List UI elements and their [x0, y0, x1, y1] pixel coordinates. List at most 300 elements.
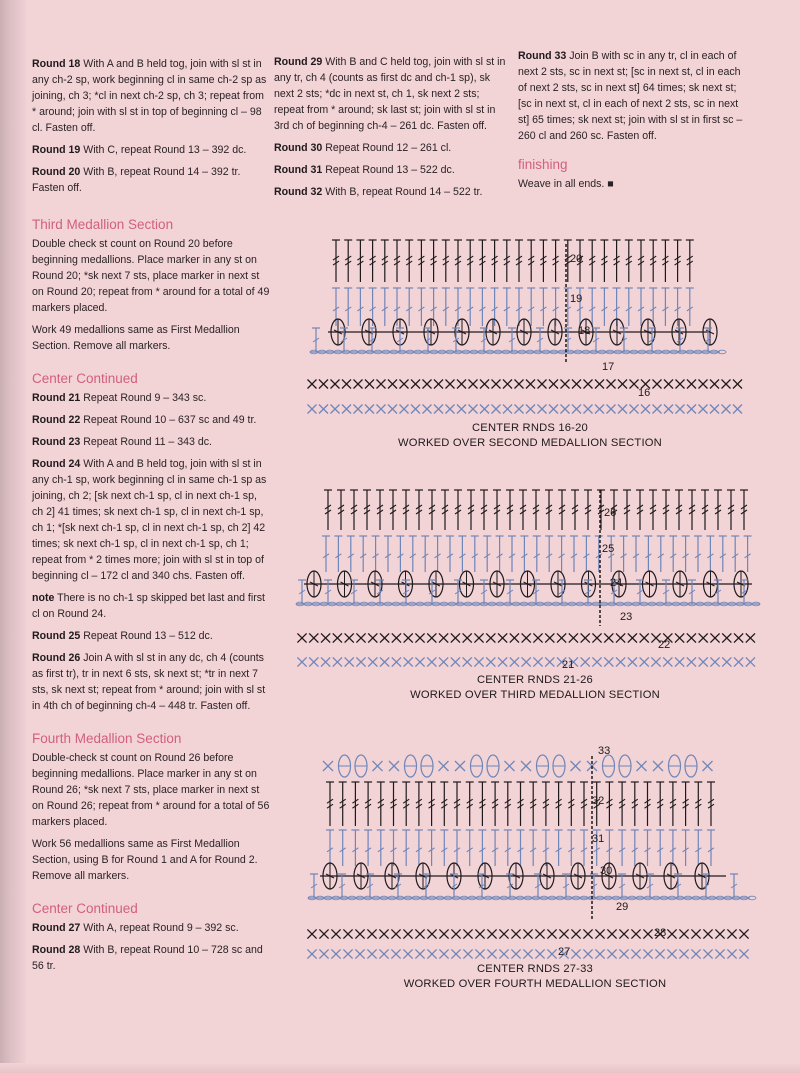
- sc-stitch-symbol: [307, 949, 316, 958]
- sc-stitch-symbol: [309, 633, 318, 642]
- round-number-label: 28: [654, 927, 667, 939]
- sc-stitch-symbol: [643, 949, 652, 958]
- chart-caption: [310, 421, 750, 451]
- sc-stitch-symbol: [571, 761, 581, 771]
- sc-stitch-symbol: [676, 405, 685, 414]
- sc-stitch-symbol: [343, 929, 352, 938]
- round-number-label: 23: [620, 611, 633, 623]
- sc-stitch-symbol: [547, 949, 556, 958]
- sc-stitch-symbol: [522, 633, 531, 642]
- center-continued-heading: Center Continued: [32, 901, 138, 916]
- sc-stitch-symbol: [498, 633, 507, 642]
- sc-stitch-symbol: [427, 633, 436, 642]
- sc-stitch-symbol: [356, 657, 365, 666]
- sc-stitch-symbol: [297, 633, 306, 642]
- sc-stitch-symbol: [569, 633, 578, 642]
- sc-stitch-symbol: [667, 929, 676, 938]
- sc-stitch-symbol: [463, 949, 472, 958]
- sc-stitch-symbol: [595, 405, 604, 414]
- sc-stitch-symbol: [404, 657, 413, 666]
- sc-stitch-symbol: [628, 633, 637, 642]
- round-label: Round 30: [274, 142, 323, 154]
- round-number-label: 26: [604, 507, 617, 519]
- sc-stitch-symbol: [511, 949, 520, 958]
- sc-stitch-symbol: [710, 657, 719, 666]
- sc-stitch-symbol: [630, 405, 639, 414]
- sc-stitch-symbol: [457, 405, 466, 414]
- sc-stitch-symbol: [522, 657, 531, 666]
- round-number-label: 31: [592, 833, 605, 845]
- sc-stitch-symbol: [604, 633, 613, 642]
- round-30: [274, 140, 506, 156]
- sc-stitch-symbol: [331, 929, 340, 938]
- sc-stitch-symbol: [640, 657, 649, 666]
- sc-stitch-symbol: [691, 949, 700, 958]
- chart-caption: [305, 673, 765, 703]
- round-text: Repeat Round 11 – 343 dc.: [80, 436, 212, 448]
- round-label: Round 32: [274, 186, 323, 198]
- stitch-chart-rnds-21-26: [290, 486, 770, 674]
- third-medallion-paragraph: Double check st count on Round 20 before beginning medallions. Place marker in any st on Round 20; *sk next 7 sts, place marker in next st on Round 20; repeat from * around for a total of 49 markers placed.: [32, 238, 270, 314]
- round-label: Round 33: [518, 50, 567, 62]
- sc-stitch-symbol: [581, 657, 590, 666]
- sc-stitch-symbol: [533, 633, 542, 642]
- round-label: Round 29: [274, 56, 323, 68]
- sc-stitch-symbol: [498, 657, 507, 666]
- round-18: [32, 56, 270, 136]
- sc-stitch-symbol: [333, 657, 342, 666]
- sc-stitch-symbol: [439, 761, 449, 771]
- sc-stitch-symbol: [746, 633, 755, 642]
- sc-stitch-symbol: [388, 405, 397, 414]
- sc-stitch-symbol: [480, 380, 489, 389]
- sc-stitch-symbol: [545, 633, 554, 642]
- sc-stitch-symbol: [727, 949, 736, 958]
- sc-stitch-symbol: [427, 929, 436, 938]
- sc-stitch-symbol: [523, 949, 532, 958]
- sc-stitch-symbol: [703, 929, 712, 938]
- sc-stitch-symbol: [510, 657, 519, 666]
- sc-stitch-symbol: [439, 657, 448, 666]
- sc-stitch-symbol: [510, 633, 519, 642]
- round-32: [274, 184, 506, 200]
- sc-stitch-symbol: [319, 929, 328, 938]
- sc-stitch-symbol: [345, 657, 354, 666]
- page-bottom-edge: [0, 1063, 800, 1073]
- note: [32, 590, 270, 622]
- sc-stitch-symbol: [368, 657, 377, 666]
- sc-stitch-symbol: [535, 949, 544, 958]
- sc-stitch-symbol: [526, 405, 535, 414]
- sc-stitch-symbol: [663, 657, 672, 666]
- sc-stitch-symbol: [703, 761, 713, 771]
- stitch-chart-rnds-27-33: [300, 740, 770, 962]
- sc-stitch-symbol: [499, 949, 508, 958]
- sc-stitch-symbol: [679, 929, 688, 938]
- sc-stitch-symbol: [628, 657, 637, 666]
- sc-stitch-symbol: [595, 380, 604, 389]
- round-label: Round 18: [32, 58, 81, 70]
- round-21: [32, 390, 270, 406]
- round-text: Repeat Round 10 – 637 sc and 49 tr.: [80, 414, 257, 426]
- sc-stitch-symbol: [664, 380, 673, 389]
- sc-stitch-symbol: [451, 657, 460, 666]
- sc-stitch-symbol: [515, 380, 524, 389]
- sc-stitch-symbol: [342, 405, 351, 414]
- middle-column: [274, 54, 506, 206]
- sc-stitch-symbol: [379, 929, 388, 938]
- sc-stitch-symbol: [526, 380, 535, 389]
- sc-stitch-symbol: [355, 949, 364, 958]
- sc-stitch-symbol: [475, 949, 484, 958]
- round-label: Round 27: [32, 922, 81, 934]
- sc-stitch-symbol: [434, 405, 443, 414]
- sc-stitch-symbol: [687, 405, 696, 414]
- sc-stitch-symbol: [679, 949, 688, 958]
- round-29: [274, 54, 506, 134]
- round-text: Repeat Round 12 – 261 cl.: [322, 142, 452, 154]
- sc-stitch-symbol: [415, 929, 424, 938]
- sc-stitch-symbol: [373, 761, 383, 771]
- chart-caption-title: CENTER RNDS 21-26: [477, 674, 593, 686]
- sc-stitch-symbol: [592, 657, 601, 666]
- sc-stitch-symbol: [653, 405, 662, 414]
- sc-stitch-symbol: [547, 929, 556, 938]
- round-text: With A and B held tog, join with sl st in any ch-1 sp, work beginning cl in same ch-1 sp as joining, ch 2; [sk next ch-1 sp, cl in next ch-1 sp, ch 2] 41 times; sk next ch-1 sp, cl in next ch-1 sp, ch 1; *[sk next ch-1 sp, cl in next ch-1 sp, ch 2] 42 times; sk next ch-1 sp, cl in next ch-1 sp, ch 1; repeat from * 2 times more; join with sl st in top of beginning cl – 172 cl and 340 chs. Fasten off.: [32, 458, 267, 582]
- sc-stitch-symbol: [687, 657, 696, 666]
- book-spine-shadow: [0, 0, 26, 1073]
- sc-stitch-symbol: [455, 761, 465, 771]
- sc-stitch-symbol: [619, 929, 628, 938]
- round-label: Round 21: [32, 392, 81, 404]
- sc-stitch-symbol: [699, 380, 708, 389]
- sc-stitch-symbol: [699, 633, 708, 642]
- round-text: With B, repeat Round 10 – 728 sc and 56 tr.: [32, 944, 263, 972]
- sc-stitch-symbol: [722, 657, 731, 666]
- left-column: [32, 56, 270, 980]
- sc-stitch-symbol: [379, 949, 388, 958]
- round-label: Round 19: [32, 144, 81, 156]
- sc-stitch-symbol: [733, 405, 742, 414]
- sc-stitch-symbol: [365, 405, 374, 414]
- sc-stitch-symbol: [400, 405, 409, 414]
- sc-stitch-symbol: [415, 633, 424, 642]
- sc-stitch-symbol: [675, 633, 684, 642]
- sc-stitch-symbol: [404, 633, 413, 642]
- round-20: [32, 164, 270, 196]
- sc-stitch-symbol: [331, 405, 340, 414]
- round-text: With A and B held tog, join with sl st in any ch-2 sp, work beginning cl in same ch-2 sp as joining, ch 3; *cl in next ch-2 sp, ch 3; repeat from * around; join with sl st in top of beginning cl – 98 cl. Fasten off.: [32, 58, 267, 134]
- sc-stitch-symbol: [515, 405, 524, 414]
- sc-stitch-symbol: [595, 949, 604, 958]
- sc-stitch-symbol: [616, 633, 625, 642]
- sc-stitch-symbol: [559, 929, 568, 938]
- sc-stitch-symbol: [715, 949, 724, 958]
- sc-stitch-symbol: [331, 949, 340, 958]
- sc-stitch-symbol: [521, 761, 531, 771]
- sc-stitch-symbol: [595, 929, 604, 938]
- end-mark-icon: ■: [607, 178, 614, 190]
- sc-stitch-symbol: [583, 949, 592, 958]
- round-label: Round 25: [32, 630, 81, 642]
- sc-stitch-symbol: [503, 380, 512, 389]
- round-text: Repeat Round 9 – 343 sc.: [80, 392, 207, 404]
- sc-stitch-symbol: [675, 657, 684, 666]
- finishing-text: Weave in all ends.: [518, 178, 605, 190]
- sc-stitch-symbol: [400, 380, 409, 389]
- sc-stitch-symbol: [319, 405, 328, 414]
- sc-stitch-symbol: [474, 633, 483, 642]
- sc-stitch-symbol: [571, 929, 580, 938]
- note-label: note: [32, 592, 55, 604]
- sc-stitch-symbol: [392, 657, 401, 666]
- sc-stitch-symbol: [343, 949, 352, 958]
- third-medallion-paragraph: Work 49 medallions same as First Medallion Section. Remove all markers.: [32, 324, 240, 352]
- sc-stitch-symbol: [391, 929, 400, 938]
- sc-stitch-symbol: [319, 380, 328, 389]
- sc-stitch-symbol: [451, 949, 460, 958]
- round-22: [32, 412, 270, 428]
- sc-stitch-symbol: [377, 405, 386, 414]
- chart-caption-subtitle: WORKED OVER THIRD MEDALLION SECTION: [410, 689, 660, 701]
- sc-stitch-symbol: [427, 657, 436, 666]
- sc-stitch-symbol: [687, 380, 696, 389]
- sc-stitch-symbol: [486, 657, 495, 666]
- round-31: [274, 162, 506, 178]
- sc-stitch-symbol: [446, 405, 455, 414]
- round-25: [32, 628, 270, 644]
- sc-stitch-symbol: [746, 657, 755, 666]
- sc-stitch-symbol: [446, 380, 455, 389]
- sc-stitch-symbol: [722, 633, 731, 642]
- sc-stitch-symbol: [367, 949, 376, 958]
- sc-stitch-symbol: [457, 380, 466, 389]
- sc-stitch-symbol: [592, 633, 601, 642]
- sc-stitch-symbol: [651, 657, 660, 666]
- sc-stitch-symbol: [604, 657, 613, 666]
- sc-stitch-symbol: [411, 405, 420, 414]
- sc-stitch-symbol: [676, 380, 685, 389]
- sc-stitch-symbol: [549, 380, 558, 389]
- sc-stitch-symbol: [607, 405, 616, 414]
- sc-stitch-symbol: [321, 657, 330, 666]
- fourth-medallion-heading: Fourth Medallion Section: [32, 731, 182, 746]
- sc-stitch-symbol: [619, 949, 628, 958]
- chart-caption-subtitle: WORKED OVER SECOND MEDALLION SECTION: [398, 437, 662, 449]
- sc-stitch-symbol: [727, 929, 736, 938]
- round-text: With A, repeat Round 9 – 392 sc.: [80, 922, 239, 934]
- sc-stitch-symbol: [415, 949, 424, 958]
- sc-stitch-symbol: [480, 405, 489, 414]
- sc-stitch-symbol: [345, 633, 354, 642]
- sc-stitch-symbol: [631, 929, 640, 938]
- sc-stitch-symbol: [308, 380, 317, 389]
- sc-stitch-symbol: [703, 949, 712, 958]
- sc-stitch-symbol: [499, 929, 508, 938]
- sc-stitch-symbol: [607, 929, 616, 938]
- sc-stitch-symbol: [487, 949, 496, 958]
- fourth-medallion-paragraph: Double-check st count on Round 26 before beginning medallions. Place marker in any st on Round 26; *sk next 7 sts, place marker in next st on Round 26; repeat from * around for a total of 56 markers placed.: [32, 752, 270, 828]
- sc-stitch-symbol: [637, 761, 647, 771]
- sc-stitch-symbol: [367, 929, 376, 938]
- sc-stitch-symbol: [389, 761, 399, 771]
- round-label: Round 24: [32, 458, 81, 470]
- sc-stitch-symbol: [388, 380, 397, 389]
- sc-stitch-symbol: [643, 929, 652, 938]
- sc-stitch-symbol: [434, 380, 443, 389]
- sc-stitch-symbol: [557, 633, 566, 642]
- sc-stitch-symbol: [380, 657, 389, 666]
- sc-stitch-symbol: [391, 949, 400, 958]
- sc-stitch-symbol: [492, 380, 501, 389]
- chart-caption: [305, 962, 765, 992]
- sc-stitch-symbol: [511, 929, 520, 938]
- sc-stitch-symbol: [618, 380, 627, 389]
- sc-stitch-symbol: [739, 949, 748, 958]
- sc-stitch-symbol: [319, 949, 328, 958]
- sc-stitch-symbol: [653, 761, 663, 771]
- round-label: Round 20: [32, 166, 81, 178]
- round-number-label: 18: [578, 325, 591, 337]
- sc-stitch-symbol: [710, 405, 719, 414]
- round-label: Round 28: [32, 944, 81, 956]
- sc-stitch-symbol: [469, 380, 478, 389]
- sc-stitch-symbol: [492, 405, 501, 414]
- sc-stitch-symbol: [538, 405, 547, 414]
- sc-stitch-symbol: [699, 657, 708, 666]
- round-23: [32, 434, 270, 450]
- sc-stitch-symbol: [355, 929, 364, 938]
- sc-stitch-symbol: [469, 405, 478, 414]
- sc-stitch-symbol: [309, 657, 318, 666]
- sc-stitch-symbol: [734, 633, 743, 642]
- round-number-label: 19: [570, 293, 583, 305]
- sc-stitch-symbol: [403, 949, 412, 958]
- round-label: Round 22: [32, 414, 81, 426]
- sc-stitch-symbol: [607, 949, 616, 958]
- round-label: Round 31: [274, 164, 323, 176]
- round-label: Round 23: [32, 436, 81, 448]
- sc-stitch-symbol: [365, 380, 374, 389]
- sc-stitch-symbol: [307, 929, 316, 938]
- sc-stitch-symbol: [439, 633, 448, 642]
- sc-stitch-symbol: [463, 929, 472, 938]
- round-text: Repeat Round 13 – 512 dc.: [80, 630, 213, 642]
- sc-stitch-symbol: [415, 657, 424, 666]
- sc-stitch-symbol: [538, 380, 547, 389]
- sc-stitch-symbol: [308, 405, 317, 414]
- sc-stitch-symbol: [618, 405, 627, 414]
- sc-stitch-symbol: [474, 657, 483, 666]
- sc-stitch-symbol: [572, 405, 581, 414]
- sc-stitch-symbol: [463, 633, 472, 642]
- sc-stitch-symbol: [439, 929, 448, 938]
- note-text: There is no ch-1 sp skipped bet last and first cl on Round 24.: [32, 592, 265, 620]
- sc-stitch-symbol: [739, 929, 748, 938]
- sc-stitch-symbol: [423, 405, 432, 414]
- round-number-label: 22: [658, 639, 671, 651]
- round-24: [32, 456, 270, 584]
- round-27: [32, 920, 270, 936]
- sc-stitch-symbol: [641, 405, 650, 414]
- sc-stitch-symbol: [581, 633, 590, 642]
- sc-stitch-symbol: [571, 949, 580, 958]
- sc-stitch-symbol: [354, 380, 363, 389]
- sc-stitch-symbol: [722, 380, 731, 389]
- sc-stitch-symbol: [710, 633, 719, 642]
- sc-stitch-symbol: [323, 761, 333, 771]
- sc-stitch-symbol: [380, 633, 389, 642]
- sc-stitch-symbol: [331, 380, 340, 389]
- round-text: With B, repeat Round 14 – 522 tr.: [322, 186, 483, 198]
- round-number-label: 30: [600, 865, 613, 877]
- chart-caption-subtitle: WORKED OVER FOURTH MEDALLION SECTION: [403, 978, 667, 990]
- sc-stitch-symbol: [463, 657, 472, 666]
- sc-stitch-symbol: [486, 633, 495, 642]
- sc-stitch-symbol: [423, 380, 432, 389]
- round-number-label: 20: [570, 253, 583, 265]
- right-column: [518, 48, 750, 198]
- sc-stitch-symbol: [631, 949, 640, 958]
- sc-stitch-symbol: [321, 633, 330, 642]
- sc-stitch-symbol: [377, 380, 386, 389]
- round-26: [32, 650, 270, 714]
- sc-stitch-symbol: [733, 380, 742, 389]
- sc-stitch-symbol: [475, 929, 484, 938]
- finishing-heading: finishing: [518, 157, 568, 172]
- sc-stitch-symbol: [667, 949, 676, 958]
- sc-stitch-symbol: [664, 405, 673, 414]
- round-label: Round 26: [32, 652, 81, 664]
- sc-stitch-symbol: [572, 380, 581, 389]
- round-number-label: 32: [592, 795, 605, 807]
- round-number-label: 24: [610, 577, 623, 589]
- sc-stitch-symbol: [451, 929, 460, 938]
- round-33: [518, 48, 750, 144]
- sc-stitch-symbol: [561, 405, 570, 414]
- round-text: With B and C held tog, join with sl st in any tr, ch 4 (counts as first dc and ch-1 sp), sk next 2 sts; *dc in next st, ch 1, sk next 2 sts; repeat from * around; sk last st; join with sl st in 3rd ch of beginning ch-4 – 261 dc. Fasten off.: [274, 56, 506, 132]
- sc-stitch-symbol: [368, 633, 377, 642]
- round-number-label: 27: [558, 946, 571, 958]
- sc-stitch-symbol: [583, 929, 592, 938]
- sc-stitch-symbol: [699, 405, 708, 414]
- round-number-label: 17: [602, 361, 615, 373]
- fourth-medallion-paragraph: Work 56 medallions same as First Medallion Section, using B for Round 1 and A for Round 2. Remove all markers.: [32, 838, 258, 882]
- sc-stitch-symbol: [333, 633, 342, 642]
- chart-caption-title: CENTER RNDS 16-20: [472, 422, 588, 434]
- sc-stitch-symbol: [687, 633, 696, 642]
- sc-stitch-symbol: [523, 929, 532, 938]
- round-28: [32, 942, 270, 974]
- round-number-label: 33: [598, 745, 611, 757]
- sc-stitch-symbol: [715, 929, 724, 938]
- sc-stitch-symbol: [691, 929, 700, 938]
- sc-stitch-symbol: [549, 405, 558, 414]
- sc-stitch-symbol: [487, 929, 496, 938]
- sc-stitch-symbol: [710, 380, 719, 389]
- sc-stitch-symbol: [545, 657, 554, 666]
- round-text: Join B with sc in any tr, cl in each of next 2 sts, sc in next st; [sc in next st, cl in each of next 2 sts, sc in next st] 64 times; sk next st; [sc in next st, cl in each of next 2 sts, sc in next st] 65 times; sk next st; join with sl st in first sc – 260 cl and 260 sc. Fasten off.: [518, 50, 743, 142]
- sc-stitch-symbol: [655, 949, 664, 958]
- sc-stitch-symbol: [427, 949, 436, 958]
- round-number-label: 16: [638, 387, 651, 399]
- sc-stitch-symbol: [439, 949, 448, 958]
- round-19: [32, 142, 270, 158]
- round-number-label: 29: [616, 901, 629, 913]
- sc-stitch-symbol: [561, 380, 570, 389]
- sc-stitch-symbol: [734, 657, 743, 666]
- sc-stitch-symbol: [356, 633, 365, 642]
